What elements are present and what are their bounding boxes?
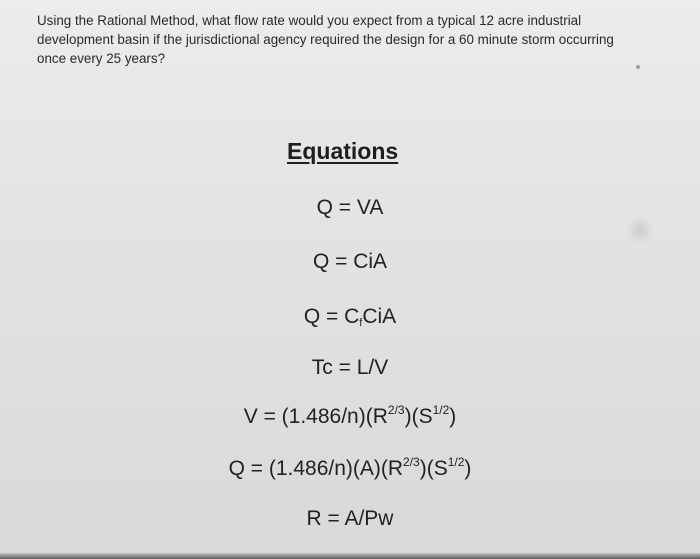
question-line-2: development basin if the jurisdictional agency required the design for a 60 minute storm occurring	[37, 32, 614, 47]
monitor-edge	[0, 553, 700, 559]
question-line-1: Using the Rational Method, what flow rate would you expect from a typical 12 acre industrial	[37, 13, 582, 28]
equation-tc: Tc = L/V	[311, 356, 389, 379]
equations-heading: Equations	[287, 138, 399, 164]
smudge-mark	[625, 218, 655, 244]
speck-mark	[636, 65, 640, 69]
question-line-3: once every 25 years?	[37, 51, 166, 66]
equation-hydraulic-radius: R = A/Pw	[306, 507, 394, 530]
equation-manning-flow: $Q = (1.486/n)(A)(R^{2/3})(S^{1/2})$	[228, 455, 472, 480]
question-text	[37, 11, 657, 68]
equation-manning-velocity: $V = (1.486/n)(R^{2/3})(S^{1/2})$	[243, 403, 457, 428]
equation-q-cia: Q = CiA	[312, 250, 388, 273]
equation-q-va: Q = VA	[316, 196, 384, 219]
equation-q-cfcia: $Q = C_fCiA$	[303, 305, 397, 329]
